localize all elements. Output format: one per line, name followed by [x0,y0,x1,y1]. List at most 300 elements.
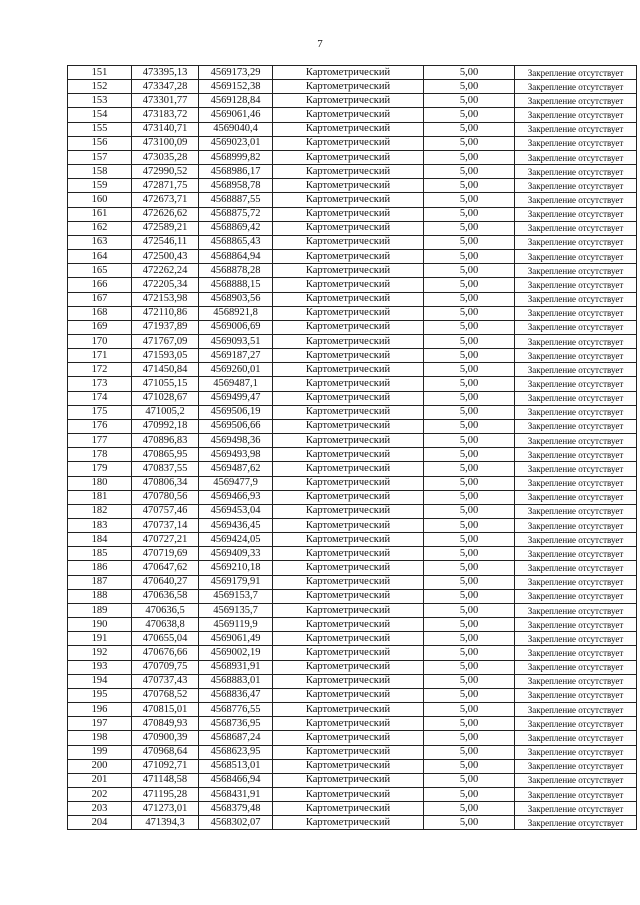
accuracy-cell: 5,00 [424,349,515,363]
table-row [68,816,637,830]
table-row [68,207,637,221]
table-row [68,334,637,348]
table-row [68,221,637,235]
fixing-description-cell: Закрепление отсутствует [515,405,637,419]
table-row [68,688,637,702]
table-row [68,448,637,462]
fixing-description-cell: Закрепление отсутствует [515,434,637,448]
fixing-description-cell: Закрепление отсутствует [515,363,637,377]
point-number-cell: 200 [68,759,132,773]
fixing-description-cell: Закрепление отсутствует [515,235,637,249]
point-number-cell: 165 [68,264,132,278]
accuracy-cell: 5,00 [424,66,515,80]
method-cell: Картометрический [273,66,424,80]
table-row [68,306,637,320]
table-row [68,278,637,292]
fixing-description-cell: Закрепление отсутствует [515,108,637,122]
x-coordinate-cell: 472153,98 [132,292,199,306]
accuracy-cell: 5,00 [424,334,515,348]
fixing-description-cell: Закрепление отсутствует [515,462,637,476]
accuracy-cell: 5,00 [424,717,515,731]
fixing-description-cell: Закрепление отсутствует [515,575,637,589]
accuracy-cell: 5,00 [424,688,515,702]
table-row [68,773,637,787]
method-cell: Картометрический [273,405,424,419]
table-row [68,519,637,533]
table-row [68,363,637,377]
accuracy-cell: 5,00 [424,476,515,490]
point-number-cell: 158 [68,165,132,179]
method-cell: Картометрический [273,377,424,391]
fixing-description-cell: Закрепление отсутствует [515,292,637,306]
x-coordinate-cell: 470806,34 [132,476,199,490]
y-coordinate-cell: 4569487,62 [199,462,273,476]
y-coordinate-cell: 4568887,55 [199,193,273,207]
y-coordinate-cell: 4568864,94 [199,250,273,264]
accuracy-cell: 5,00 [424,108,515,122]
table-row [68,94,637,108]
method-cell: Картометрический [273,660,424,674]
y-coordinate-cell: 4568869,42 [199,221,273,235]
method-cell: Картометрический [273,688,424,702]
x-coordinate-cell: 473140,71 [132,122,199,136]
x-coordinate-cell: 470768,52 [132,688,199,702]
x-coordinate-cell: 470737,43 [132,674,199,688]
x-coordinate-cell: 473035,28 [132,150,199,164]
accuracy-cell: 5,00 [424,533,515,547]
x-coordinate-cell: 470647,62 [132,561,199,575]
method-cell: Картометрический [273,547,424,561]
x-coordinate-cell: 471005,2 [132,405,199,419]
x-coordinate-cell: 472500,43 [132,250,199,264]
accuracy-cell: 5,00 [424,221,515,235]
x-coordinate-cell: 470640,27 [132,575,199,589]
method-cell: Картометрический [273,193,424,207]
point-number-cell: 195 [68,688,132,702]
point-number-cell: 188 [68,589,132,603]
point-number-cell: 179 [68,462,132,476]
accuracy-cell: 5,00 [424,759,515,773]
y-coordinate-cell: 4569179,91 [199,575,273,589]
y-coordinate-cell: 4569453,04 [199,504,273,518]
fixing-description-cell: Закрепление отсутствует [515,66,637,80]
y-coordinate-cell: 4569466,93 [199,490,273,504]
fixing-description-cell: Закрепление отсутствует [515,320,637,334]
y-coordinate-cell: 4568958,78 [199,179,273,193]
x-coordinate-cell: 472589,21 [132,221,199,235]
y-coordinate-cell: 4569506,19 [199,405,273,419]
y-coordinate-cell: 4568865,43 [199,235,273,249]
accuracy-cell: 5,00 [424,179,515,193]
method-cell: Картометрический [273,306,424,320]
method-cell: Картометрический [273,703,424,717]
x-coordinate-cell: 473395,13 [132,66,199,80]
method-cell: Картометрический [273,561,424,575]
y-coordinate-cell: 4569477,9 [199,476,273,490]
y-coordinate-cell: 4569128,84 [199,94,273,108]
accuracy-cell: 5,00 [424,646,515,660]
point-number-cell: 181 [68,490,132,504]
x-coordinate-cell: 471028,67 [132,391,199,405]
y-coordinate-cell: 4569187,27 [199,349,273,363]
fixing-description-cell: Закрепление отсутствует [515,773,637,787]
method-cell: Картометрический [273,434,424,448]
y-coordinate-cell: 4569119,9 [199,618,273,632]
accuracy-cell: 5,00 [424,674,515,688]
x-coordinate-cell: 472110,86 [132,306,199,320]
table-row [68,575,637,589]
method-cell: Картометрический [273,94,424,108]
accuracy-cell: 5,00 [424,122,515,136]
x-coordinate-cell: 470727,21 [132,533,199,547]
fixing-description-cell: Закрепление отсутствует [515,264,637,278]
fixing-description-cell: Закрепление отсутствует [515,490,637,504]
fixing-description-cell: Закрепление отсутствует [515,419,637,433]
point-number-cell: 198 [68,731,132,745]
table-row [68,745,637,759]
method-cell: Картометрический [273,773,424,787]
method-cell: Картометрический [273,250,424,264]
fixing-description-cell: Закрепление отсутствует [515,250,637,264]
table-row [68,703,637,717]
fixing-description-cell: Закрепление отсутствует [515,589,637,603]
table-row [68,419,637,433]
point-number-cell: 160 [68,193,132,207]
point-number-cell: 196 [68,703,132,717]
fixing-description-cell: Закрепление отсутствует [515,377,637,391]
point-number-cell: 153 [68,94,132,108]
table-row [68,603,637,617]
point-number-cell: 186 [68,561,132,575]
fixing-description-cell: Закрепление отсутствует [515,603,637,617]
method-cell: Картометрический [273,504,424,518]
method-cell: Картометрический [273,363,424,377]
point-number-cell: 187 [68,575,132,589]
y-coordinate-cell: 4568623,95 [199,745,273,759]
table-row [68,122,637,136]
x-coordinate-cell: 472626,62 [132,207,199,221]
method-cell: Картометрический [273,108,424,122]
method-cell: Картометрический [273,150,424,164]
fixing-description-cell: Закрепление отсутствует [515,759,637,773]
fixing-description-cell: Закрепление отсутствует [515,94,637,108]
y-coordinate-cell: 4568888,15 [199,278,273,292]
x-coordinate-cell: 472871,75 [132,179,199,193]
fixing-description-cell: Закрепление отсутствует [515,349,637,363]
y-coordinate-cell: 4568466,94 [199,773,273,787]
method-cell: Картометрический [273,334,424,348]
fixing-description-cell: Закрепление отсутствует [515,787,637,801]
table-row [68,179,637,193]
y-coordinate-cell: 4568302,07 [199,816,273,830]
table-row [68,462,637,476]
method-cell: Картометрический [273,519,424,533]
table-row [68,632,637,646]
x-coordinate-cell: 470865,95 [132,448,199,462]
x-coordinate-cell: 470815,01 [132,703,199,717]
x-coordinate-cell: 471055,15 [132,377,199,391]
accuracy-cell: 5,00 [424,193,515,207]
table-row [68,136,637,150]
y-coordinate-cell: 4569153,7 [199,589,273,603]
accuracy-cell: 5,00 [424,292,515,306]
point-number-cell: 167 [68,292,132,306]
point-number-cell: 172 [68,363,132,377]
y-coordinate-cell: 4569210,18 [199,561,273,575]
x-coordinate-cell: 470900,39 [132,731,199,745]
fixing-description-cell: Закрепление отсутствует [515,802,637,816]
point-number-cell: 155 [68,122,132,136]
page-number: 7 [317,38,323,50]
method-cell: Картометрический [273,717,424,731]
accuracy-cell: 5,00 [424,320,515,334]
point-number-cell: 177 [68,434,132,448]
method-cell: Картометрический [273,122,424,136]
y-coordinate-cell: 4569061,49 [199,632,273,646]
y-coordinate-cell: 4568931,91 [199,660,273,674]
x-coordinate-cell: 470709,75 [132,660,199,674]
coordinates-table [67,65,637,830]
accuracy-cell: 5,00 [424,547,515,561]
method-cell: Картометрический [273,632,424,646]
fixing-description-cell: Закрепление отсутствует [515,165,637,179]
y-coordinate-cell: 4569135,7 [199,603,273,617]
point-number-cell: 162 [68,221,132,235]
y-coordinate-cell: 4568875,72 [199,207,273,221]
point-number-cell: 170 [68,334,132,348]
point-number-cell: 163 [68,235,132,249]
fixing-description-cell: Закрепление отсутствует [515,193,637,207]
fixing-description-cell: Закрепление отсутствует [515,547,637,561]
table-row [68,405,637,419]
point-number-cell: 157 [68,150,132,164]
y-coordinate-cell: 4569061,46 [199,108,273,122]
y-coordinate-cell: 4569023,01 [199,136,273,150]
x-coordinate-cell: 471450,84 [132,363,199,377]
method-cell: Картометрический [273,759,424,773]
fixing-description-cell: Закрепление отсутствует [515,179,637,193]
point-number-cell: 173 [68,377,132,391]
table-row [68,391,637,405]
accuracy-cell: 5,00 [424,703,515,717]
accuracy-cell: 5,00 [424,618,515,632]
method-cell: Картометрический [273,589,424,603]
fixing-description-cell: Закрепление отсутствует [515,646,637,660]
accuracy-cell: 5,00 [424,504,515,518]
method-cell: Картометрический [273,802,424,816]
table-row [68,165,637,179]
fixing-description-cell: Закрепление отсутствует [515,674,637,688]
fixing-description-cell: Закрепление отсутствует [515,278,637,292]
table-row [68,193,637,207]
x-coordinate-cell: 470719,69 [132,547,199,561]
y-coordinate-cell: 4569260,01 [199,363,273,377]
accuracy-cell: 5,00 [424,660,515,674]
x-coordinate-cell: 471195,28 [132,787,199,801]
point-number-cell: 193 [68,660,132,674]
table-row [68,235,637,249]
y-coordinate-cell: 4569006,69 [199,320,273,334]
fixing-description-cell: Закрепление отсутствует [515,122,637,136]
accuracy-cell: 5,00 [424,150,515,164]
y-coordinate-cell: 4569506,66 [199,419,273,433]
accuracy-cell: 5,00 [424,731,515,745]
y-coordinate-cell: 4568736,95 [199,717,273,731]
method-cell: Картометрический [273,207,424,221]
accuracy-cell: 5,00 [424,377,515,391]
table-row [68,660,637,674]
y-coordinate-cell: 4569409,33 [199,547,273,561]
point-number-cell: 190 [68,618,132,632]
fixing-description-cell: Закрепление отсутствует [515,717,637,731]
y-coordinate-cell: 4569093,51 [199,334,273,348]
method-cell: Картометрический [273,320,424,334]
x-coordinate-cell: 470655,04 [132,632,199,646]
x-coordinate-cell: 470636,5 [132,603,199,617]
table-row [68,787,637,801]
table-row [68,434,637,448]
point-number-cell: 156 [68,136,132,150]
x-coordinate-cell: 470837,55 [132,462,199,476]
accuracy-cell: 5,00 [424,250,515,264]
x-coordinate-cell: 472990,52 [132,165,199,179]
accuracy-cell: 5,00 [424,363,515,377]
point-number-cell: 183 [68,519,132,533]
fixing-description-cell: Закрепление отсутствует [515,533,637,547]
method-cell: Картометрический [273,646,424,660]
table-row [68,561,637,575]
method-cell: Картометрический [273,533,424,547]
method-cell: Картометрический [273,221,424,235]
point-number-cell: 192 [68,646,132,660]
y-coordinate-cell: 4569499,47 [199,391,273,405]
point-number-cell: 164 [68,250,132,264]
table-row [68,264,637,278]
table-row [68,802,637,816]
method-cell: Картометрический [273,787,424,801]
point-number-cell: 159 [68,179,132,193]
point-number-cell: 174 [68,391,132,405]
coordinates-table-body [68,66,637,830]
method-cell: Картометрический [273,179,424,193]
point-number-cell: 182 [68,504,132,518]
accuracy-cell: 5,00 [424,391,515,405]
point-number-cell: 151 [68,66,132,80]
x-coordinate-cell: 471273,01 [132,802,199,816]
fixing-description-cell: Закрепление отсутствует [515,816,637,830]
point-number-cell: 194 [68,674,132,688]
method-cell: Картометрический [273,80,424,94]
point-number-cell: 178 [68,448,132,462]
point-number-cell: 169 [68,320,132,334]
accuracy-cell: 5,00 [424,165,515,179]
fixing-description-cell: Закрепление отсутствует [515,660,637,674]
table-row [68,150,637,164]
accuracy-cell: 5,00 [424,264,515,278]
table-row [68,476,637,490]
x-coordinate-cell: 470968,64 [132,745,199,759]
point-number-cell: 199 [68,745,132,759]
fixing-description-cell: Закрепление отсутствует [515,136,637,150]
y-coordinate-cell: 4568921,8 [199,306,273,320]
accuracy-cell: 5,00 [424,745,515,759]
method-cell: Картометрический [273,490,424,504]
fixing-description-cell: Закрепление отсутствует [515,504,637,518]
point-number-cell: 176 [68,419,132,433]
x-coordinate-cell: 471148,58 [132,773,199,787]
table-row [68,292,637,306]
method-cell: Картометрический [273,618,424,632]
y-coordinate-cell: 4568687,24 [199,731,273,745]
point-number-cell: 180 [68,476,132,490]
table-row [68,717,637,731]
x-coordinate-cell: 470849,93 [132,717,199,731]
accuracy-cell: 5,00 [424,490,515,504]
table-row [68,759,637,773]
fixing-description-cell: Закрепление отсутствует [515,306,637,320]
accuracy-cell: 5,00 [424,519,515,533]
accuracy-cell: 5,00 [424,802,515,816]
point-number-cell: 166 [68,278,132,292]
accuracy-cell: 5,00 [424,306,515,320]
table-row [68,646,637,660]
y-coordinate-cell: 4569424,05 [199,533,273,547]
x-coordinate-cell: 471593,05 [132,349,199,363]
y-coordinate-cell: 4569498,36 [199,434,273,448]
y-coordinate-cell: 4569493,98 [199,448,273,462]
point-number-cell: 154 [68,108,132,122]
point-number-cell: 203 [68,802,132,816]
table-row [68,377,637,391]
fixing-description-cell: Закрепление отсутствует [515,731,637,745]
point-number-cell: 197 [68,717,132,731]
accuracy-cell: 5,00 [424,575,515,589]
accuracy-cell: 5,00 [424,603,515,617]
point-number-cell: 204 [68,816,132,830]
x-coordinate-cell: 472262,24 [132,264,199,278]
y-coordinate-cell: 4568903,56 [199,292,273,306]
fixing-description-cell: Закрепление отсутствует [515,618,637,632]
y-coordinate-cell: 4569436,45 [199,519,273,533]
point-number-cell: 168 [68,306,132,320]
point-number-cell: 201 [68,773,132,787]
point-number-cell: 171 [68,349,132,363]
x-coordinate-cell: 472673,71 [132,193,199,207]
fixing-description-cell: Закрепление отсутствует [515,221,637,235]
x-coordinate-cell: 473347,28 [132,80,199,94]
point-number-cell: 161 [68,207,132,221]
method-cell: Картометрический [273,292,424,306]
y-coordinate-cell: 4569173,29 [199,66,273,80]
y-coordinate-cell: 4568878,28 [199,264,273,278]
y-coordinate-cell: 4569002,19 [199,646,273,660]
table-row [68,66,637,80]
table-row [68,589,637,603]
x-coordinate-cell: 470636,58 [132,589,199,603]
table-row [68,320,637,334]
table-row [68,349,637,363]
y-coordinate-cell: 4568986,17 [199,165,273,179]
point-number-cell: 175 [68,405,132,419]
accuracy-cell: 5,00 [424,448,515,462]
x-coordinate-cell: 472205,34 [132,278,199,292]
method-cell: Картометрический [273,391,424,405]
method-cell: Картометрический [273,575,424,589]
method-cell: Картометрический [273,448,424,462]
method-cell: Картометрический [273,731,424,745]
y-coordinate-cell: 4569152,38 [199,80,273,94]
y-coordinate-cell: 4569487,1 [199,377,273,391]
